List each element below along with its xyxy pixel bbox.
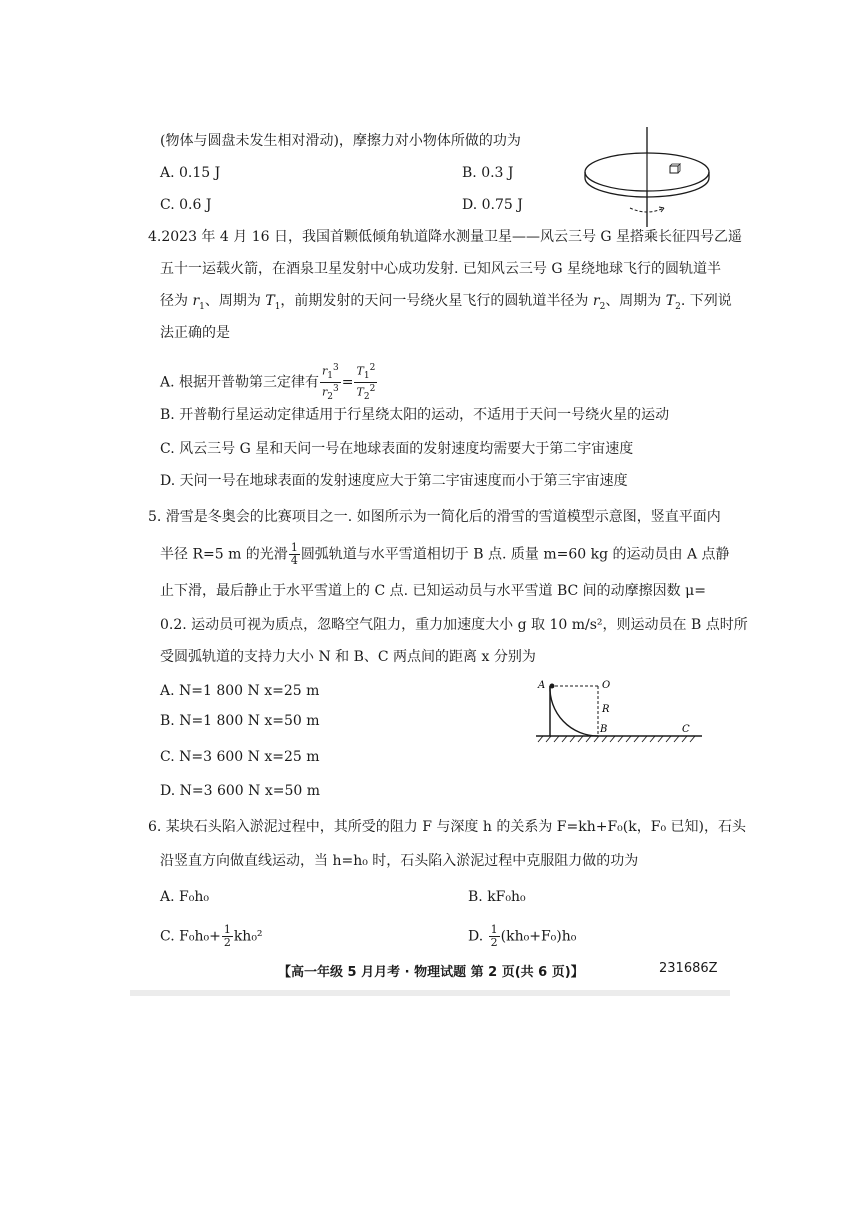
page-footer: 【高一年级 5 月月考 · 物理试题 第 2 页(共 6 页)】 (278, 965, 584, 980)
page-divider (130, 990, 730, 996)
q5-line-2: 半径 R=5 m 的光滑 $\frac{1}{4}$ 圆弧轨道与水平雪道相切于 B 点. 质量 m=60 kg 的运动员由 A 点静 (160, 541, 730, 567)
point-o-label: O (602, 680, 611, 691)
q5-line-5: 受圆弧轨道的支持力大小 N 和 B、C 两点间的距离 x 分别为 (160, 649, 536, 665)
q5-line-3: 止下滑，最后静止于水平雪道上的 C 点. 已知运动员与水平雪道 BC 间的动摩擦因数 μ= (160, 583, 706, 599)
q6-line-1: 6. 某块石头陷入淤泥过程中，其所受的阻力 F 与深度 h 的关系为 F=kh+F₀(k，F₀ 已知)，石头 (148, 819, 746, 835)
q3-option-a: A. 0.15 J (160, 165, 221, 181)
rotating-disk-figure (580, 122, 730, 232)
q4-line-1: 4.2023 年 4 月 16 日，我国首颗低倾角轨道降水测量卫星——风云三号 G 星搭乘长征四号乙遥 (148, 229, 743, 245)
q5-option-a: A. N=1 800 N x=25 m (160, 683, 320, 699)
q6-option-b: B. kF₀h₀ (468, 889, 526, 905)
q6-line-2: 沿竖直方向做直线运动，当 h=h₀ 时，石头陷入淤泥过程中克服阻力做的功为 (160, 853, 639, 869)
q3-option-d: D. 0.75 J (462, 197, 523, 213)
q3-option-b: B. 0.3 J (462, 165, 514, 181)
ski-track-figure (530, 676, 730, 746)
q5-option-d: D. N=3 600 N x=50 m (160, 783, 321, 799)
q4-option-d: D. 天问一号在地球表面的发射速度应大于第二宇宙速度而小于第三宇宙速度 (160, 473, 628, 489)
q5-option-b: B. N=1 800 N x=50 m (160, 713, 320, 729)
point-a-label: A (538, 680, 546, 691)
half-fraction: $\frac{1}{2}$ (223, 923, 231, 949)
q5-line-1: 5. 滑雪是冬奥会的比赛项目之一. 如图所示为一简化后的滑雪的雪道模型示意图，竖直平面内 (148, 509, 721, 525)
q3-option-c: C. 0.6 J (160, 197, 212, 213)
q4-option-a: A. 根据开普勒第三定律有 $\frac{r_1^3}{r_2^3}$ = $\frac{T_1^2}{T_2^2}$ (160, 363, 376, 402)
q6-option-a: A. F₀h₀ (160, 889, 209, 905)
q4-option-b: B. 开普勒行星运动定律适用于行星绕太阳的运动，不适用于天问一号绕火星的运动 (160, 407, 670, 423)
q4-line-2: 五十一运载火箭，在酒泉卫星发射中心成功发射. 已知风云三号 G 星绕地球飞行的圆轨道半 (160, 261, 721, 277)
half-fraction: $\frac{1}{2}$ (490, 923, 498, 949)
q4-line-4: 法正确的是 (160, 325, 230, 341)
q4-option-c: C. 风云三号 G 星和天问一号在地球表面的发射速度均需要大于第二宇宙速度 (160, 441, 634, 457)
quarter-fraction: $\frac{1}{4}$ (290, 541, 298, 567)
q4-line-3: 径为 $r_1$、周期为 $T_1$，前期发射的天问一号绕火星飞行的圆轨道半径为 $r_2$、周期为 $T_2$. 下列说 (160, 293, 732, 312)
q5-line-4: 0.2. 运动员可视为质点，忽略空气阻力，重力加速度大小 g 取 10 m/s²，则运动员在 B 点时所 (160, 617, 748, 633)
q6-option-d: D. $\frac{1}{2}$ (kh₀+F₀)h₀ (468, 923, 577, 949)
radius-label: R (602, 704, 610, 715)
q3-stem-tail: (物体与圆盘未发生相对滑动)，摩擦力对小物体所做的功为 (160, 133, 521, 149)
q5-option-c: C. N=3 600 N x=25 m (160, 749, 320, 765)
point-c-label: C (682, 724, 690, 735)
q6-option-c: C. F₀h₀+ $\frac{1}{2}$ kh₀² (160, 923, 263, 949)
point-b-label: B (600, 724, 608, 735)
exam-code: 231686Z (659, 961, 718, 976)
